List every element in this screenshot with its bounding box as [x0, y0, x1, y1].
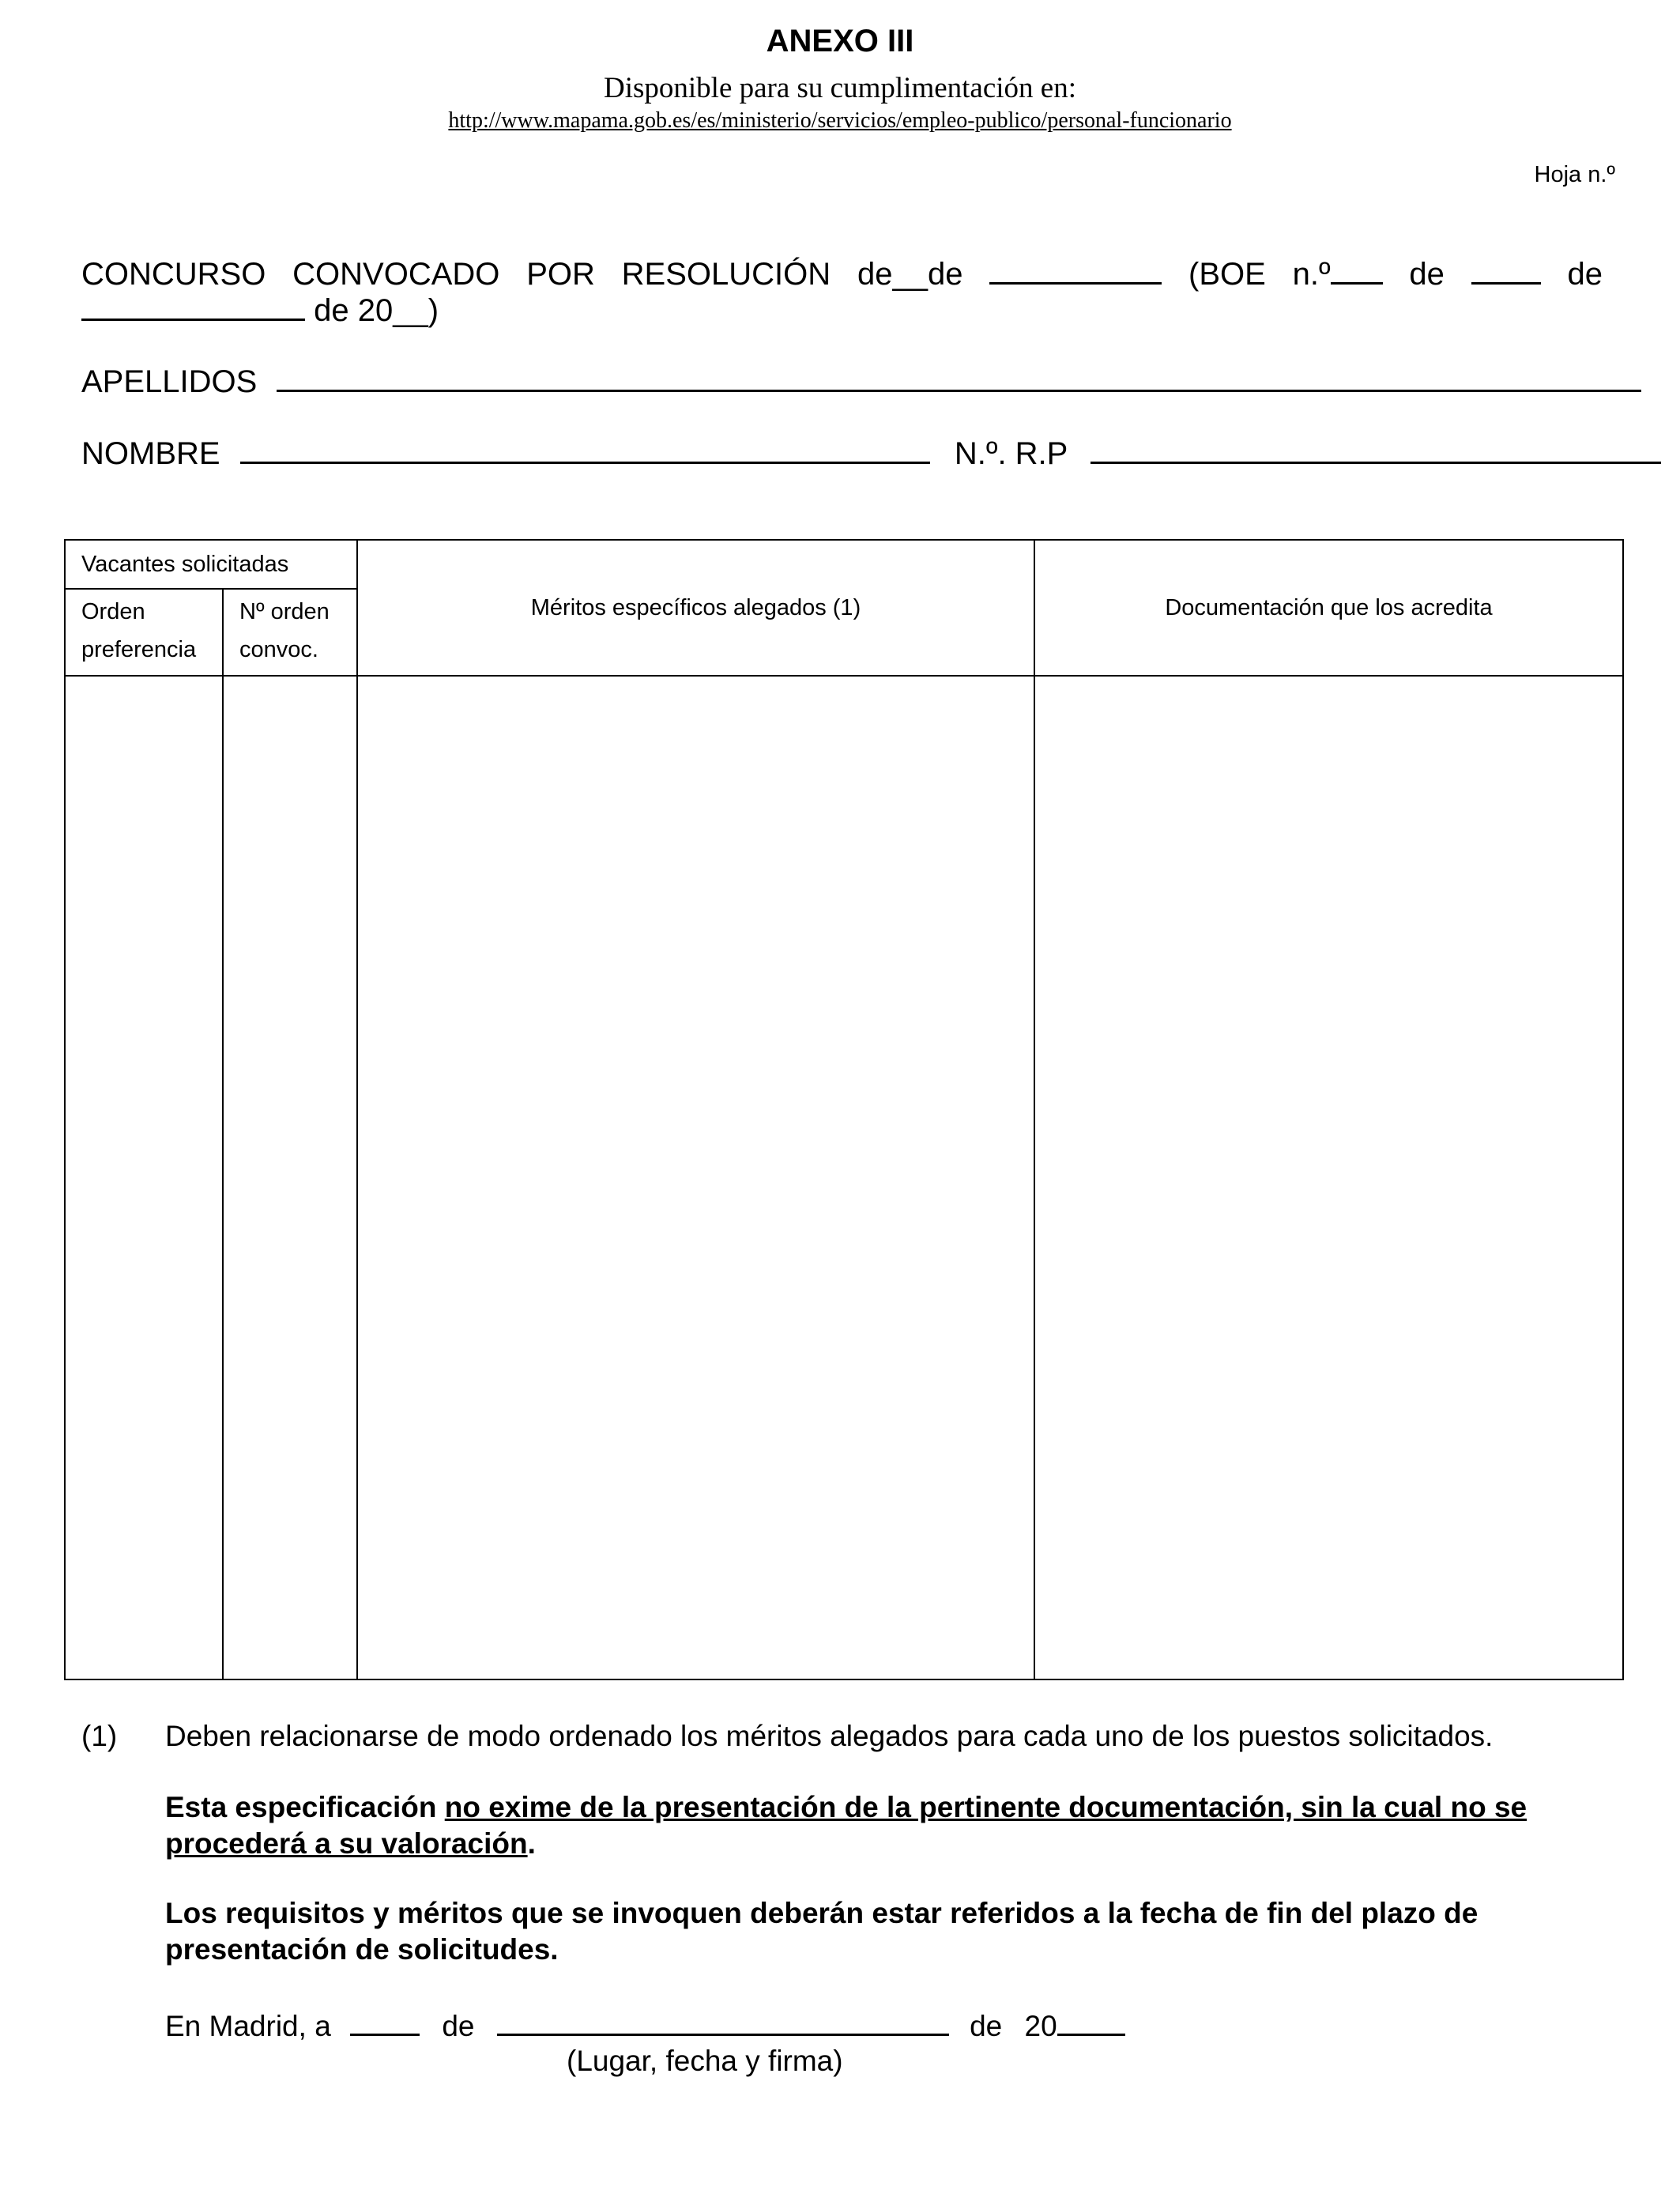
warning-underlined: no exime de la presentación de la pertinente documentación, sin la cual no se procederá a su valoración: [165, 1791, 1527, 1860]
nombre-row: [81, 435, 1661, 472]
meritos-cell[interactable]: [357, 676, 1034, 1679]
apellidos-label: APELLIDOS: [81, 364, 258, 399]
n-orden-label: Nº orden: [239, 599, 330, 624]
orden-preferencia-header: [65, 589, 223, 676]
nombre-label: NOMBRE: [81, 436, 220, 471]
download-link[interactable]: http://www.mapama.gob.es/es/ministerio/servicios/empleo-publico/personal-funcionario: [448, 108, 1232, 133]
resolucion-word: RESOLUCIÓN: [621, 257, 831, 292]
n-orden-cell[interactable]: [223, 676, 357, 1679]
warning-plain: Esta especificación: [165, 1791, 445, 1823]
requirements-note: Los requisitos y méritos que se invoquen deberán estar referidos a la fecha de fin del plazo de presentación de solicitudes.: [165, 1897, 1478, 1966]
boe-day-blank[interactable]: [1471, 255, 1541, 285]
documentacion-header: Documentación que los acredita: [1034, 540, 1623, 676]
merits-table: [64, 539, 1624, 1680]
nrp-label: N.º. R.P: [954, 436, 1068, 471]
presentation-warning: [165, 1789, 1580, 1862]
n-orden-header: [223, 589, 357, 676]
signature-year-prefix: 20: [1024, 2010, 1057, 2042]
convoc-label: convoc.: [239, 637, 318, 662]
nombre-field[interactable]: [240, 435, 930, 464]
footnote-marker: (1): [81, 1720, 118, 1752]
boe-label: (BOE: [1188, 257, 1266, 292]
vacantes-header: Vacantes solicitadas: [65, 540, 357, 589]
signature-date-line: [165, 2007, 1125, 2043]
apellidos-field[interactable]: [277, 363, 1641, 392]
signature-day-field[interactable]: [350, 2007, 420, 2036]
convocado-word: CONVOCADO: [292, 257, 500, 292]
date-day-field[interactable]: de__de: [857, 257, 963, 292]
de-word-2: de: [1567, 257, 1603, 292]
footnote-text: Deben relacionarse de modo ordenado los méritos alegados para cada uno de los puestos solicitados.: [165, 1720, 1494, 1752]
signature-de-1: de: [442, 2010, 475, 2042]
apellidos-row: [81, 363, 1641, 400]
boe-year-field[interactable]: de 20__): [314, 293, 439, 328]
warning-end: .: [527, 1827, 536, 1860]
document-title: ANEXO III: [766, 24, 914, 58]
concurso-line: [81, 255, 1603, 292]
orden-label: Orden: [81, 599, 145, 624]
orden-preferencia-cell[interactable]: [65, 676, 223, 1679]
date-month-blank[interactable]: [989, 255, 1162, 285]
signature-caption: (Lugar, fecha y firma): [567, 2045, 843, 2077]
por-word: POR: [526, 257, 595, 292]
availability-text: Disponible para su cumplimentación en:: [603, 72, 1077, 104]
signature-year-field[interactable]: [1057, 2007, 1125, 2036]
signature-de-2: de: [970, 2010, 1003, 2042]
meritos-header: Méritos específicos alegados (1): [357, 540, 1034, 676]
preferencia-label: preferencia: [81, 637, 197, 662]
concurso-line-2: [81, 292, 439, 329]
documentacion-cell[interactable]: [1034, 676, 1623, 1679]
de-word-1: de: [1409, 257, 1445, 292]
boe-number-field[interactable]: n.º: [1293, 255, 1383, 292]
sheet-number-label: Hoja n.º: [1534, 162, 1615, 187]
concurso-word: CONCURSO: [81, 257, 266, 292]
en-madrid-label: En Madrid, a: [165, 2010, 331, 2042]
signature-month-field[interactable]: [497, 2007, 949, 2036]
nrp-field[interactable]: [1090, 435, 1661, 464]
boe-month-blank[interactable]: [81, 292, 305, 321]
